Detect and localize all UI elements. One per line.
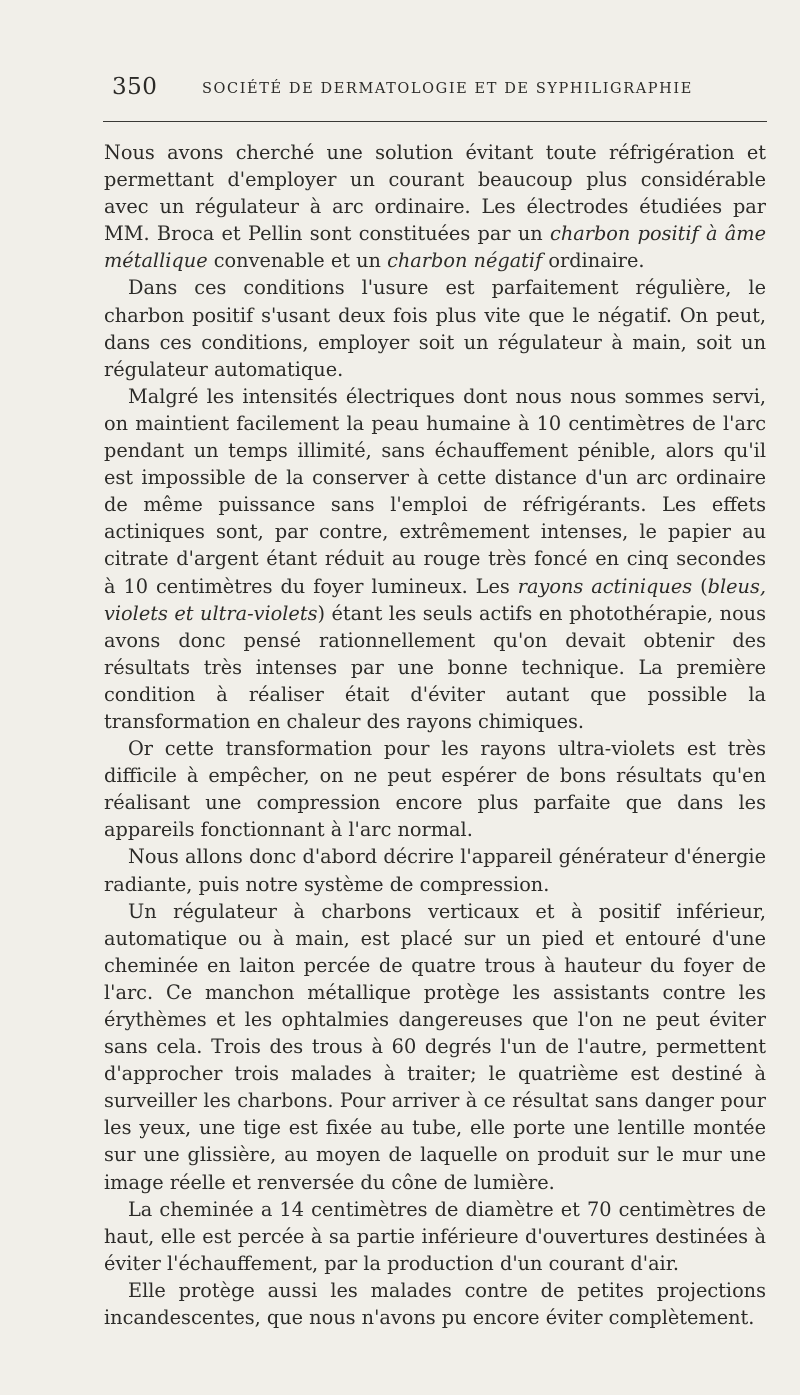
text-run: Malgré les intensités électriques dont nous nous sommes servi, on maintient facilement la peau humaine à 10 centimètres de l'arc pendant un temps illimité, sans échauffement pénible, alors qu'il est impossible de la conserver à cette distance d'un arc ordinaire de même puissance sans l'emploi de réfrigérants. Les effets actiniques sont, par contre, extrêmement intenses, le papier au citrate d'argent étant réduit au rouge très foncé en cinq secondes à 10 centimètres du foyer lumineux. Les	[104, 384, 766, 598]
text-run: ordinaire.	[542, 249, 645, 273]
paragraph	[104, 1277, 766, 1331]
text-run: (	[692, 574, 708, 598]
text-run: Dans ces conditions l'usure est parfaitement régulière, le charbon positif s'usant deux fois plus vite que le négatif. On peut, dans ces conditions, employer soit un régulateur à main, soit un régulateur automatique.	[104, 276, 766, 381]
paragraph	[104, 383, 766, 735]
body-text	[104, 139, 766, 1331]
italic-run: charbon positif à âme métallique	[104, 222, 766, 273]
paragraph	[104, 735, 766, 843]
text-run: Or cette transformation pour les rayons ultra-violets est très difficile à empêcher, on ne peut espérer de bons résultats qu'en réalisant une compression encore plus parfaite que dans les appareils fonctionnant à l'arc normal.	[104, 737, 766, 842]
text-run: La cheminée a 14 centimètres de diamètre et 70 centimètres de haut, elle est percée à sa partie inférieure d'ouvertures destinées à éviter l'échauffement, par la production d'un courant d'air.	[104, 1197, 766, 1275]
paragraph	[104, 274, 766, 382]
text-run: ) étant les seuls actifs en photothérapie, nous avons donc pensé rationnellement qu'on devait obtenir des résultats très intenses par une bonne technique. La première condition à réaliser était d'éviter autant que possible la transformation en chaleur des rayons chimiques.	[104, 601, 766, 733]
italic-run: bleus, violets et ultra-violets	[104, 574, 766, 625]
text-run: Nous avons cherché une solution évitant toute réfrigération et permettant d'employer un courant beaucoup plus considérable avec un régulateur à arc ordinaire. Les électrodes étudiées par MM. Broca et Pellin sont constituées par un	[104, 141, 766, 246]
italic-run: rayons actiniques	[517, 574, 693, 598]
paragraph	[104, 843, 766, 897]
paragraph	[104, 139, 766, 274]
paragraph	[104, 1196, 766, 1277]
text-run: Nous allons donc d'abord décrire l'appareil générateur d'énergie radiante, puis notre système de compression.	[104, 845, 766, 896]
page-number: 350	[112, 74, 158, 100]
italic-run: charbon négatif	[387, 249, 543, 273]
text-run: Un régulateur à charbons verticaux et à positif inférieur, automatique ou à main, est placé sur un pied et entouré d'une cheminée en laiton percée de quatre trous à hauteur du foyer de l'arc. Ce manchon métallique protège les assistants contre les érythèmes et les ophtalmies dangereuses que l'on ne peut éviter sans cela. Trois des trous à 60 degrés l'un de l'autre, permettent d'approcher trois malades à traiter; le quatrième est destiné à surveiller les charbons. Pour arriver à ce résultat sans danger pour les yeux, une tige est fixée au tube, elle porte une lentille montée sur une glissière, au moyen de laquelle on produit sur le mur une image réelle et renversée du cône de lumière.	[104, 899, 766, 1194]
header-rule	[103, 121, 767, 122]
page-header	[102, 74, 762, 104]
running-title: SOCIÉTÉ DE DERMATOLOGIE ET DE SYPHILIGRAPHIE	[202, 81, 693, 97]
paragraph	[104, 898, 766, 1196]
text-run: convenable et un	[207, 249, 388, 273]
text-run: Elle protège aussi les malades contre de petites projections incandescentes, que nous n'avons pu encore éviter complètement.	[104, 1278, 766, 1330]
